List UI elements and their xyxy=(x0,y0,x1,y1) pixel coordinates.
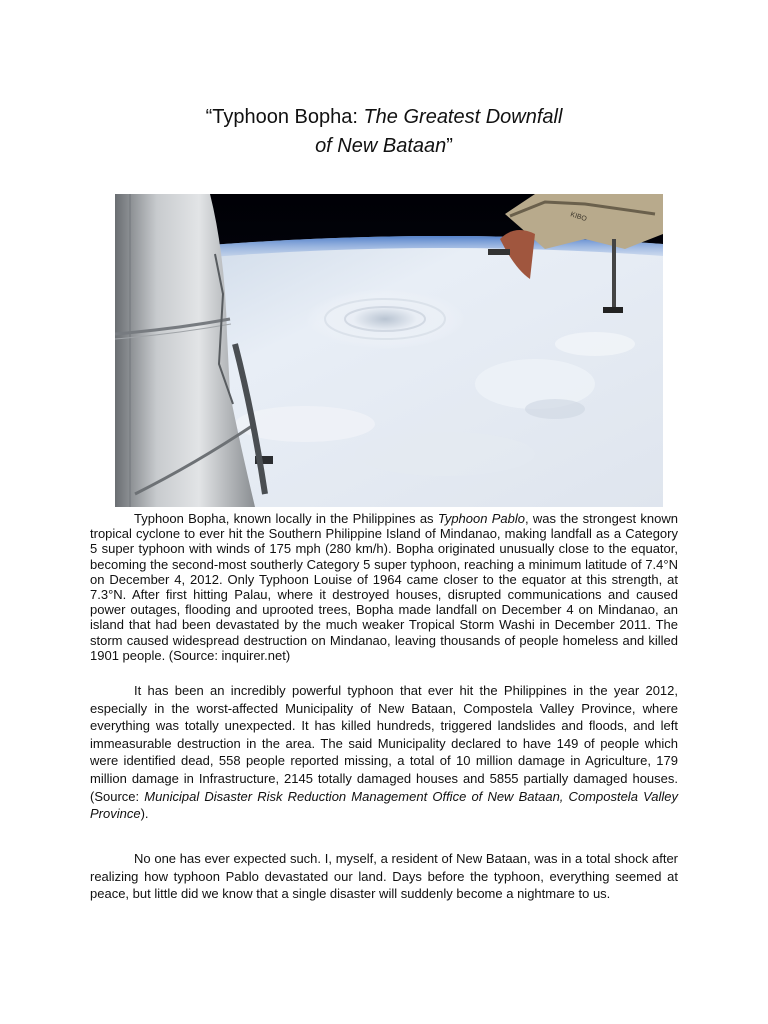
module-label: KIBO xyxy=(569,211,588,224)
paragraph-3-text: No one has ever expected such. I, myself, a resident of New Bataan, was in a total shock after realizing how typhoon Pablo devastated our land. Days before the typhoon, everything seemed at peace, but little did we know that a single disaster will suddenly become a nightmare to us. xyxy=(90,851,678,901)
paragraph-1-italic: Typhoon Pablo xyxy=(437,511,526,526)
document-title xyxy=(0,103,768,161)
typhoon-satellite-image xyxy=(115,194,663,507)
paragraph-1 xyxy=(90,511,678,663)
title-italic-line1: The Greatest Downfall xyxy=(363,106,563,128)
paragraph-2-text-a: It has been an incredibly powerful typhoon that ever hit the Philippines in the year 2012, especially in the worst-affected Municipality of New Bataan, Compostela Valley Province, where everything was totally unexpected. It has killed hundreds, triggered landslides and floods, and left immeasurable destruction in the area. The said Municipality declared to have 149 of people which were identified dead, 558 people reported missing, a total of 10 million damage in Agriculture, 179 million damage in Infrastructure, 2145 totally damaged houses and 5855 partially damaged houses. (Source: xyxy=(90,683,678,804)
title-suffix: ” xyxy=(446,135,453,157)
title-italic-line2: of New Bataan xyxy=(315,135,447,157)
paragraph-1-text-a: Typhoon Bopha, known locally in the Philippines as xyxy=(134,511,438,526)
paragraph-1-text-b: , was the strongest known tropical cyclone to ever hit the Southern Philippine Island of Mindanao, making landfall as a Category 5 super typhoon with winds of 175 mph (280 km/h). Bopha originated unusually close to the equator, becoming the second-most southerly Category 5 super typhoon, reaching a minimum latitude of 7.4°N on December 4, 2012. Only Typhoon Louise of 1964 came closer to the equator at this strength, at 7.3°N. After first hitting Palau, where it destroyed houses, disrupted communications and caused power outages, flooding and uprooted trees, Bopha made landfall on December 4 on Mindanao, an island that had been devastated by the much weaker Tropical Storm Washi in December 2011. The storm caused widespread destruction on Mindanao, leaving thousands of people homeless and killed 1901 people. (Source: inquirer.net) xyxy=(90,511,678,663)
title-prefix: “Typhoon Bopha: xyxy=(205,106,364,128)
paragraph-2-text-b: ). xyxy=(140,806,149,822)
paragraph-2 xyxy=(90,682,678,823)
paragraph-2-italic: Municipal Disaster Risk Reduction Management Office of New Bataan, Compostela Valley Province xyxy=(90,788,679,822)
paragraph-3 xyxy=(90,850,678,903)
typhoon-photo xyxy=(115,194,663,507)
